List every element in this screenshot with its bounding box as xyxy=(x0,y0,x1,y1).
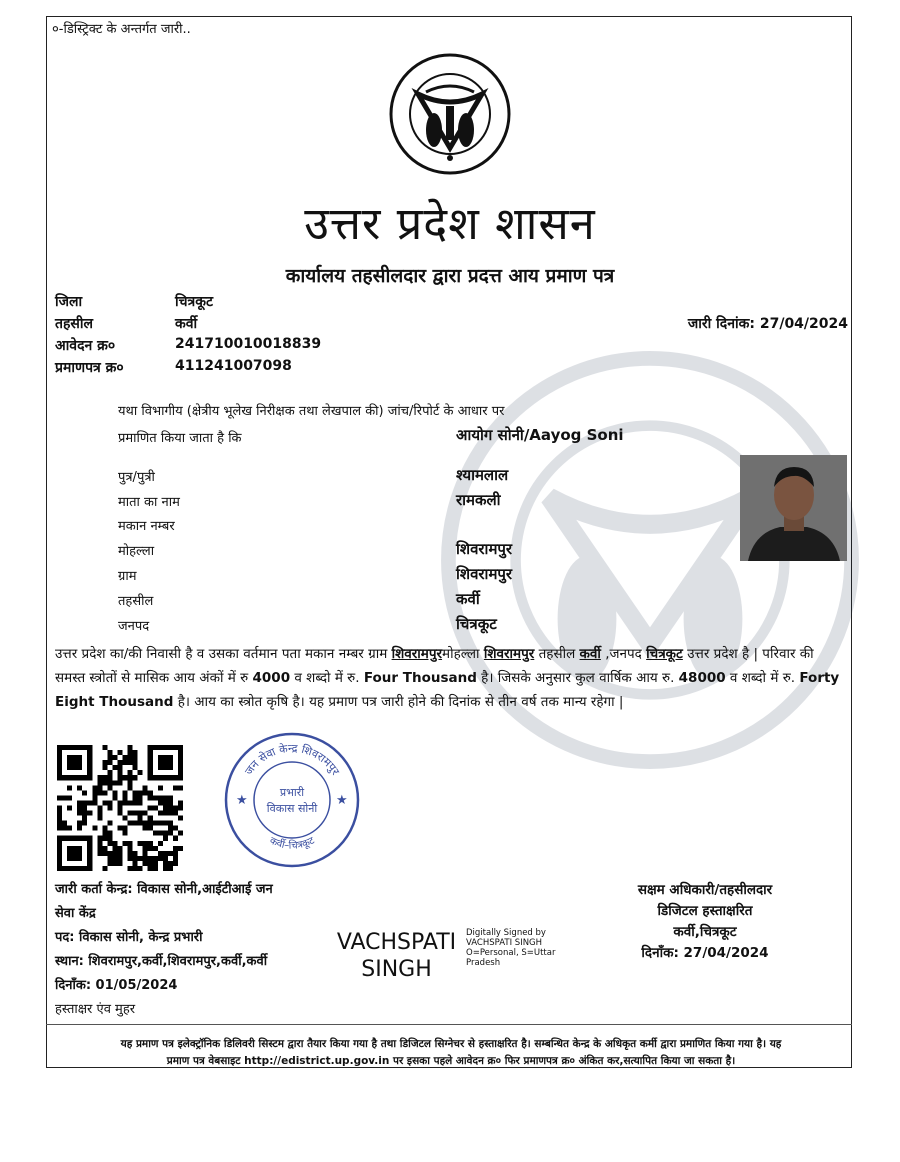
service-centre-stamp xyxy=(222,730,362,870)
qr-code[interactable] xyxy=(57,745,183,871)
issuer-date: दिनाँक: 01/05/2024 xyxy=(55,978,178,993)
tehsil-value: कर्वी xyxy=(579,646,601,662)
annual-income-amount: 48000 xyxy=(678,670,726,686)
field-label: तहसील xyxy=(118,594,154,609)
stamp-middle-text: प्रभारी xyxy=(279,786,305,799)
meta-label: आवेदन क्र० xyxy=(55,338,116,354)
meta-label: तहसील xyxy=(55,316,93,332)
applicant-photo xyxy=(740,455,847,561)
field-value: श्यामलाल xyxy=(456,466,509,484)
field-value: रामकली xyxy=(456,491,501,509)
paragraph-text: तहसील xyxy=(534,646,580,662)
mohalla-value: शिवरामपुर xyxy=(483,646,535,662)
monthly-income-amount: 4000 xyxy=(252,670,291,686)
district-value: चित्रकूट xyxy=(646,646,683,662)
issuer-post: पद: विकास सोनी, केन्द्र प्रभारी xyxy=(55,930,203,945)
svg-text:जन सेवा केन्द्र शिवरामपुर xyxy=(242,742,342,778)
intro-line: यथा विभागीय (क्षेत्रीय भूलेख निरीक्षक तथा लेखपाल की) जांच/रिपोर्ट के आधार पर xyxy=(118,404,505,419)
officer-title: सक्षम अधिकारी/तहसीलदार xyxy=(637,882,773,898)
stamp-bottom-text: कर्वी–चित्रकूट xyxy=(267,835,317,852)
officer-place: कर्वी,चित्रकूट xyxy=(673,924,737,940)
certify-line: प्रमाणित किया जाता है कि xyxy=(118,431,242,446)
issuer-centre: जारी कर्ता केन्द्र: विकास सोनी,आईटीआई जन xyxy=(55,882,273,897)
field-label: ग्राम xyxy=(118,569,137,584)
field-value: शिवरामपुर xyxy=(456,540,513,558)
field-label: मकान नम्बर xyxy=(118,519,175,534)
header-note: ०-डिस्ट्रिक्ट के अन्तर्गत जारी.. xyxy=(52,22,191,37)
paragraph-text: ,जनपद xyxy=(600,646,647,662)
digital-signature-meta xyxy=(466,928,566,968)
applicant-name: आयोग सोनी/Aayog Soni xyxy=(456,426,624,444)
field-label: मोहल्ला xyxy=(118,544,155,559)
field-label: पुत्र/पुत्री xyxy=(118,470,155,485)
officer-signed: डिजिटल हस्ताक्षरित xyxy=(657,903,753,919)
paragraph-text: व शब्दो में रु. xyxy=(290,670,364,686)
signature-meta-line: VACHSPATI SINGH xyxy=(466,938,543,948)
signature-name-line: VACHSPATI xyxy=(336,930,457,955)
signature-name-line: SINGH xyxy=(361,957,432,982)
officer-date: दिनाँक: 27/04/2024 xyxy=(641,945,769,961)
meta-label: जिला xyxy=(55,294,83,310)
certificate-paragraph xyxy=(55,642,845,714)
field-label: माता का नाम xyxy=(118,495,180,510)
issue-date: जारी दिनांक: 27/04/2024 xyxy=(687,316,848,332)
signature-meta-line: O=Personal, S=Uttar xyxy=(466,948,556,958)
sign-note: हस्ताक्षर एंव मुहर xyxy=(55,1002,136,1017)
field-value: शिवरामपुर xyxy=(456,565,513,583)
meta-value: चित्रकूट xyxy=(175,294,214,310)
star-icon: ★ xyxy=(236,793,248,808)
meta-label: प्रमाणपत्र क्र० xyxy=(55,360,124,376)
field-value: कर्वी xyxy=(456,590,480,608)
star-icon: ★ xyxy=(336,793,348,808)
monthly-income-words: Four Thousand xyxy=(363,670,477,686)
field-value: चित्रकूट xyxy=(456,615,497,633)
paragraph-text: व शब्दो में रु. xyxy=(725,670,800,686)
up-government-emblem xyxy=(388,52,512,176)
paragraph-text: उत्तर प्रदेश है | परिवार की समस्त स्त्रोतों से मासिक आय अंकों में रु xyxy=(55,646,814,686)
officer-block xyxy=(615,880,795,964)
signature-meta-line: Pradesh xyxy=(466,958,501,968)
footer-line: प्रमाण पत्र वेबसाइट http://edistrict.up.gov.in पर इसका पहले आवेदन क्र० फिर प्रमाणपत्र क्र० अंकित कर,सत्यापित किया जा सकता है। xyxy=(166,1055,736,1067)
government-title: उत्तर प्रदेश शासन xyxy=(304,197,596,250)
signature-meta-line: Digitally Signed by xyxy=(466,928,546,938)
digital-signature-name xyxy=(329,929,464,983)
paragraph-text: मोहल्ला xyxy=(442,646,484,662)
annual-income-words: Forty Eight Thousand xyxy=(55,670,840,710)
footer-note xyxy=(55,1036,847,1070)
meta-value: कर्वी xyxy=(175,316,198,332)
issuer-place: स्थान: शिवरामपुर,कर्वी,शिवरामपुर,कर्वी,कर्वी xyxy=(55,954,268,969)
paragraph-text: उत्तर प्रदेश का/की निवासी है व उसका वर्तमान पता मकान नम्बर ग्राम xyxy=(55,646,392,662)
stamp-middle-text: विकास सोनी xyxy=(266,802,318,815)
field-label: जनपद xyxy=(118,619,150,634)
meta-value: 241710010018839 xyxy=(175,336,322,352)
stamp-outer-text: जन सेवा केन्द्र शिवरामपुर xyxy=(242,741,342,778)
paragraph-text: है। आय का स्त्रोत कृषि है। यह प्रमाण पत्र जारी होने की दिनांक से तीन वर्ष तक मान्य रहेगा | xyxy=(173,694,624,710)
footer-line: यह प्रमाण पत्र इलेक्ट्रॉनिक डिलिवरी सिस्टम द्वारा तैयार किया गया है तथा डिजिटल सिग्नेचर से हस्ताक्षरित है। सम्बन्धित केन्द्र के अधिकृत कर्मी द्वारा प्रमाणित किया गया है। यह xyxy=(120,1038,782,1050)
issuer-centre-cont: सेवा केंद्र xyxy=(55,906,96,921)
paragraph-text: है। जिसके अनुसार कुल वार्षिक आय रु. xyxy=(476,670,679,686)
certificate-subtitle: कार्यालय तहसीलदार द्वारा प्रदत्त आय प्रमाण पत्र xyxy=(285,265,615,287)
village-value: शिवरामपुर xyxy=(391,646,443,662)
meta-value: 411241007098 xyxy=(175,358,292,374)
issuer-block xyxy=(55,878,273,1022)
footer-divider xyxy=(46,1024,852,1025)
